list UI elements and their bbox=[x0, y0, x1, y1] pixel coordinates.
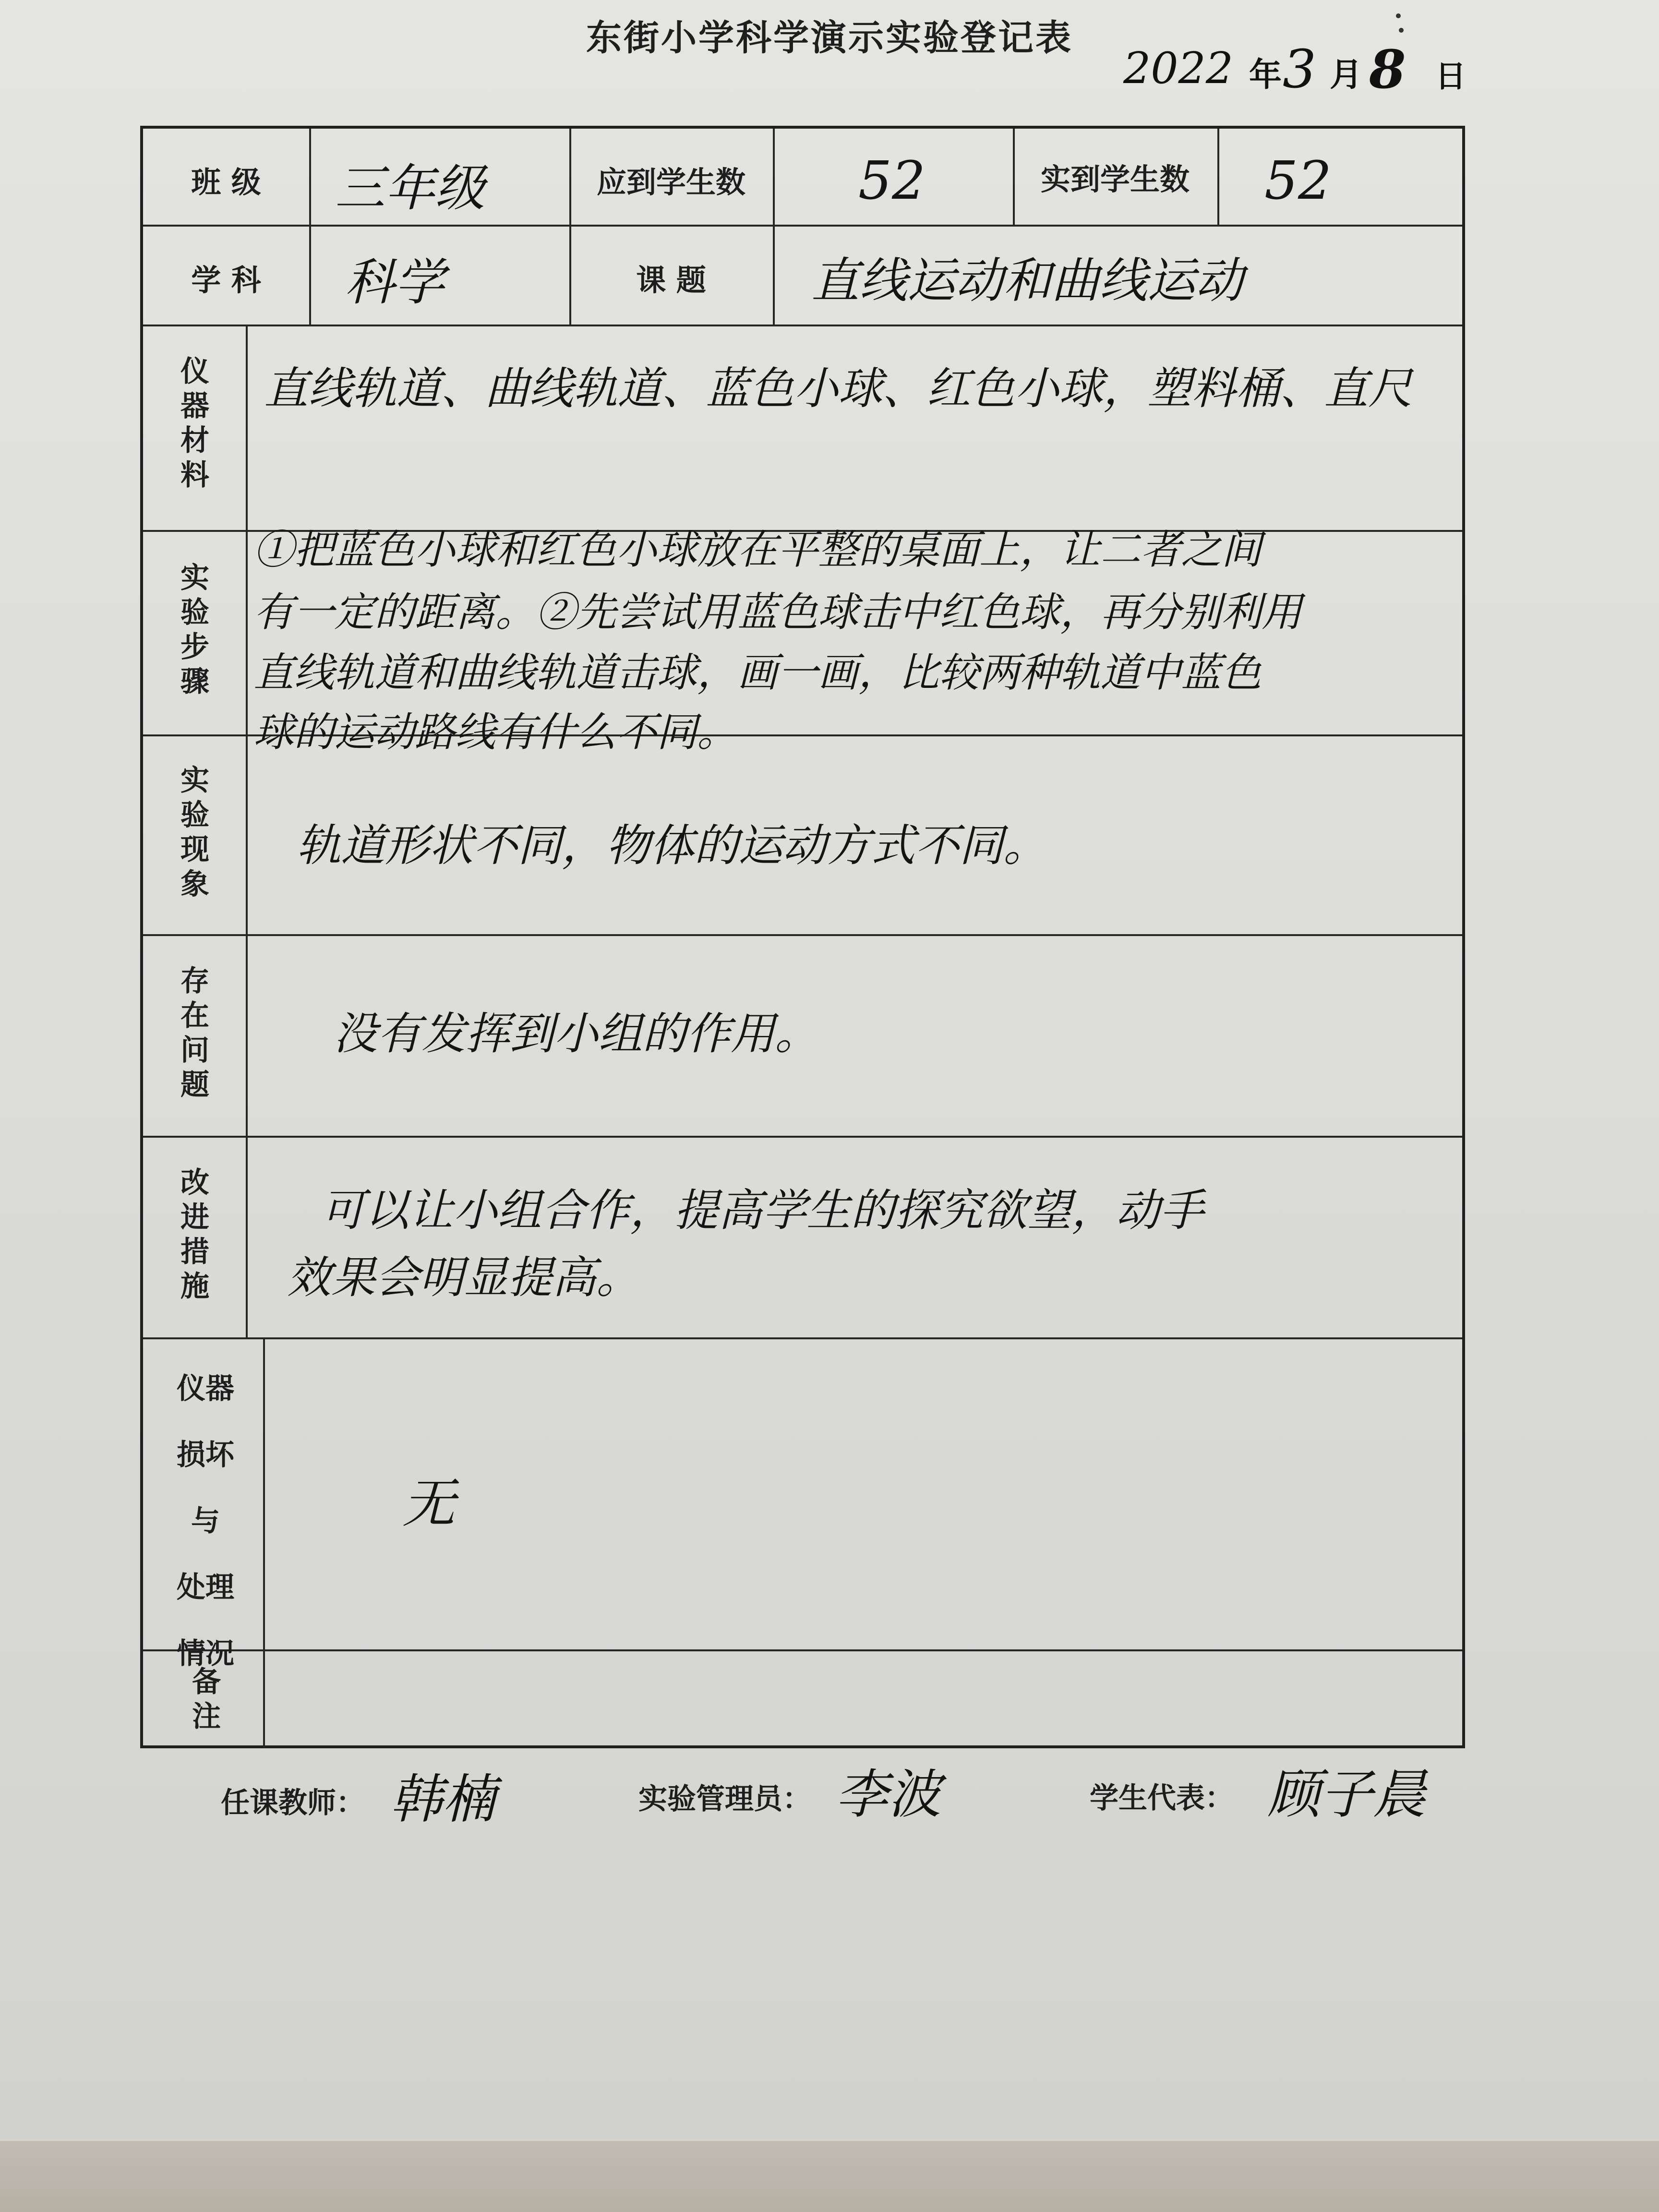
col-divider bbox=[246, 325, 248, 1337]
student-rep-label: 学生代表： bbox=[1090, 1781, 1234, 1815]
row-divider bbox=[143, 325, 1462, 326]
expected-students-label: 应到学生数 bbox=[596, 165, 745, 200]
topic-label: 课 题 bbox=[636, 263, 706, 298]
improvements-label: 改 进 措 施 bbox=[180, 1166, 209, 1303]
col-divider bbox=[263, 1337, 265, 1748]
date-month-label: 月 bbox=[1330, 56, 1363, 94]
improvements-line-1: 可以让小组合作，提高学生的探究欲望，动手 bbox=[321, 1185, 1204, 1236]
steps-line-3: 直线轨道和曲线轨道击球，画一画，比较两种轨道中蓝色 bbox=[253, 649, 1262, 696]
date-month: 3 bbox=[1283, 38, 1316, 100]
row-divider bbox=[143, 1136, 1462, 1138]
ink-mark bbox=[1399, 28, 1404, 33]
date-day: 8 bbox=[1369, 38, 1406, 100]
equipment-label: 仪 器 材 料 bbox=[180, 355, 209, 492]
date-year-label: 年 bbox=[1249, 56, 1282, 94]
expected-students-value: 52 bbox=[858, 150, 926, 211]
date-row bbox=[1123, 38, 1488, 101]
col-divider bbox=[1217, 129, 1219, 225]
problems-label: 存 在 问 题 bbox=[180, 964, 209, 1102]
desk-surface bbox=[0, 2131, 1659, 2212]
problems-value: 没有发挥到小组的作用。 bbox=[333, 1008, 819, 1059]
lab-admin-label: 实验管理员： bbox=[638, 1782, 811, 1816]
phenomenon-label: 实 验 现 象 bbox=[180, 764, 209, 901]
improvements-line-2: 效果会明显提高。 bbox=[287, 1252, 641, 1303]
steps-line-4: 球的运动路线有什么不同。 bbox=[253, 709, 738, 756]
col-divider bbox=[773, 129, 775, 325]
phenomenon-value: 轨道形状不同，物体的运动方式不同。 bbox=[297, 820, 1048, 871]
teacher-signature: 韩楠 bbox=[390, 1768, 495, 1830]
subject-value: 科学 bbox=[345, 253, 445, 312]
row-divider bbox=[143, 1337, 1462, 1339]
date-day-label: 日 bbox=[1435, 59, 1466, 95]
col-divider bbox=[309, 129, 311, 325]
topic-value: 直线运动和曲线运动 bbox=[811, 252, 1243, 309]
row-divider bbox=[143, 1649, 1462, 1651]
date-year: 2022 bbox=[1123, 43, 1234, 94]
damage-label: 仪器 损坏 与 处理 情况 bbox=[177, 1372, 234, 1671]
actual-students-value: 52 bbox=[1264, 150, 1332, 211]
class-label: 班 级 bbox=[191, 165, 261, 200]
student-rep-signature: 顾子晨 bbox=[1267, 1764, 1426, 1825]
steps-line-2: 有一定的距离。②先尝试用蓝色球击中红色球，再分别利用 bbox=[253, 589, 1302, 636]
actual-students-label: 实到学生数 bbox=[1040, 162, 1190, 197]
lab-admin-signature: 李波 bbox=[835, 1764, 941, 1825]
registration-table bbox=[140, 126, 1465, 1748]
subject-label: 学 科 bbox=[191, 263, 261, 298]
class-value: 三年级 bbox=[335, 159, 485, 217]
row-divider bbox=[143, 225, 1462, 227]
damage-value: 无 bbox=[402, 1473, 455, 1534]
ink-mark bbox=[1396, 13, 1401, 18]
steps-label: 实 验 步 骤 bbox=[180, 561, 209, 698]
row-divider bbox=[143, 934, 1462, 936]
form-title: 东街小学科学演示实验登记表 bbox=[586, 17, 1073, 59]
equipment-value: 直线轨道、曲线轨道、蓝色小球、红色小球，塑料桶、直尺 bbox=[264, 363, 1413, 414]
teacher-label: 任课教师： bbox=[221, 1786, 365, 1820]
steps-line-1: ①把蓝色小球和红色小球放在平整的桌面上，让二者之间 bbox=[253, 526, 1262, 573]
notes-label: 备 注 bbox=[192, 1665, 221, 1733]
